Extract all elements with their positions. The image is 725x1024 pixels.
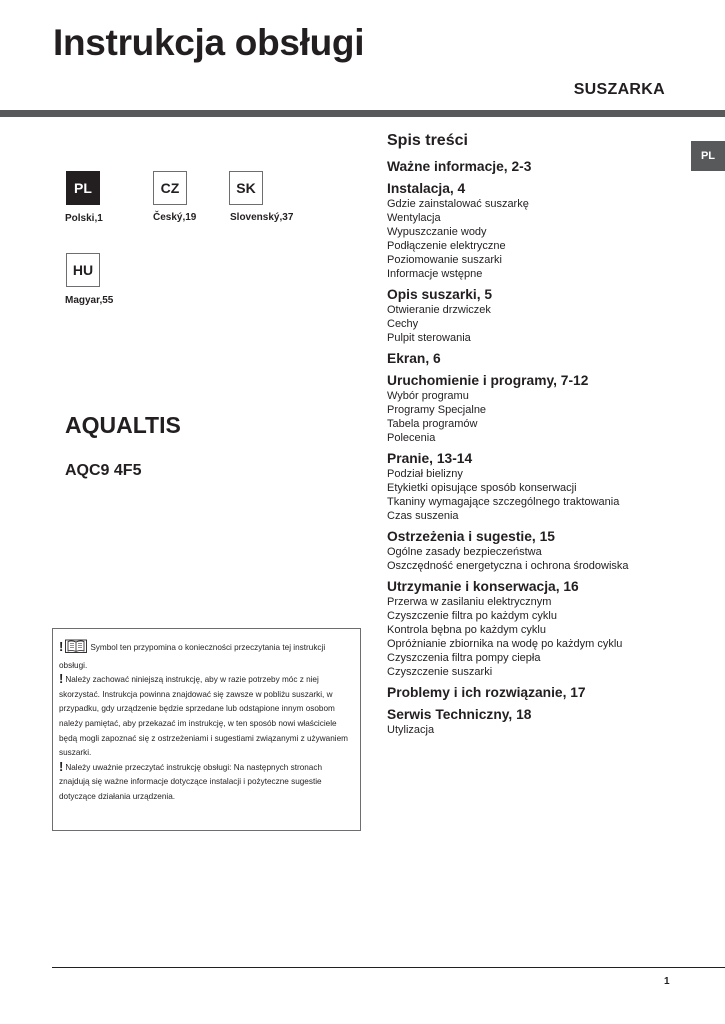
toc-heading[interactable]: Ważne informacje, 2-3 xyxy=(387,159,532,174)
language-label-sk[interactable]: Slovenský,37 xyxy=(230,212,294,223)
toc-section xyxy=(387,158,712,175)
product-brand: AQUALTIS xyxy=(65,412,181,438)
page-number: 1 xyxy=(664,976,670,987)
toc-section xyxy=(387,450,712,523)
toc-item[interactable]: Opróżnianie zbiornika na wodę po każdym cyklu xyxy=(387,638,623,650)
toc-section xyxy=(387,578,712,679)
toc-item[interactable]: Cechy xyxy=(387,318,419,330)
toc-heading[interactable]: Opis suszarki, 5 xyxy=(387,287,493,302)
toc-sections xyxy=(387,158,712,737)
toc-item[interactable]: Informacje wstępne xyxy=(387,268,483,280)
toc-item[interactable]: Polecenia xyxy=(387,432,436,444)
notice-text-2: Należy zachować niniejszą instrukcję, aby w razie potrzeby móc z niej skorzystać. Instrukcja powinna znajdować się zawsze w pobliżu suszarki, w przypadku, gdy urządzenie będzie sprzedane lub odstąpione innym osobom należy pamiętać, aby przekazać im instrukcję, w ten sposób nowi właściciele będą mogli zapoznać się z ostrzeżeniami i sugestiami związanymi z używaniem suszarki. xyxy=(59,675,348,758)
warning-exclamation-icon: ! xyxy=(59,671,64,687)
toc-item[interactable]: Podział bielizny xyxy=(387,468,463,480)
toc-item[interactable]: Czyszczenia filtra pompy ciepła xyxy=(387,652,541,664)
notice-text-3: Należy uważnie przeczytać instrukcję obsługi: Na następnych stronach znajdują się ważne informacje dotyczące instalacji i pożyteczne sugestie dotyczące działania urządzenia. xyxy=(59,762,323,801)
toc-heading[interactable]: Ostrzeżenia i sugestie, 15 xyxy=(387,529,555,544)
language-label-pl[interactable]: Polski,1 xyxy=(65,213,103,224)
notice-text-1: Symbol ten przypomina o konieczności przeczytania tej instrukcji obsługi. xyxy=(59,643,326,670)
language-tile-cz[interactable]: CZ xyxy=(153,171,187,205)
book-icon xyxy=(65,639,87,659)
toc-item[interactable]: Pulpit sterowania xyxy=(387,332,471,344)
toc-heading[interactable]: Instalacja, 4 xyxy=(387,181,466,196)
toc-heading[interactable]: Serwis Techniczny, 18 xyxy=(387,707,532,722)
toc-item[interactable]: Tabela programów xyxy=(387,418,478,430)
toc-item[interactable]: Utylizacja xyxy=(387,724,435,736)
toc-section xyxy=(387,372,712,445)
toc-item[interactable]: Oszczędność energetyczna i ochrona środowiska xyxy=(387,560,629,572)
toc-heading[interactable]: Problemy i ich rozwiązanie, 17 xyxy=(387,685,586,700)
toc-item[interactable]: Poziomowanie suszarki xyxy=(387,254,502,266)
toc-section xyxy=(387,528,712,573)
warning-exclamation-icon: ! xyxy=(59,639,64,654)
toc-item[interactable]: Wentylacja xyxy=(387,212,441,224)
toc-section xyxy=(387,350,712,367)
toc-item[interactable]: Przerwa w zasilaniu elektrycznym xyxy=(387,596,552,608)
toc-item[interactable]: Podłączenie elektryczne xyxy=(387,240,506,252)
toc-heading[interactable]: Pranie, 13-14 xyxy=(387,451,473,466)
toc-item[interactable]: Programy Specjalne xyxy=(387,404,487,416)
page-title: Instrukcja obsługi xyxy=(53,22,365,63)
product-model: AQC9 4F5 xyxy=(65,462,142,479)
toc-section xyxy=(387,286,712,345)
toc-item[interactable]: Tkaniny wymagające szczególnego traktowania xyxy=(387,496,620,508)
toc-item[interactable]: Ogólne zasady bezpieczeństwa xyxy=(387,546,542,558)
table-of-contents xyxy=(387,130,712,742)
current-language-badge: PL xyxy=(691,141,725,171)
toc-heading[interactable]: Uruchomienie i programy, 7-12 xyxy=(387,373,589,388)
language-tile-hu[interactable]: HU xyxy=(66,253,100,287)
toc-item[interactable]: Etykietki opisujące sposób konserwacji xyxy=(387,482,577,494)
toc-item[interactable]: Otwieranie drzwiczek xyxy=(387,304,491,316)
toc-section xyxy=(387,180,712,281)
toc-item[interactable]: Czyszczenie suszarki xyxy=(387,666,493,678)
toc-item[interactable]: Wypuszczanie wody xyxy=(387,226,487,238)
notice-paragraph-2 xyxy=(59,673,354,761)
toc-heading[interactable]: Ekran, 6 xyxy=(387,351,441,366)
toc-item[interactable]: Czas suszenia xyxy=(387,510,459,522)
toc-heading[interactable]: Utrzymanie i konserwacja, 16 xyxy=(387,579,579,594)
toc-title: Spis treści xyxy=(387,132,468,149)
language-label-cz[interactable]: Český,19 xyxy=(153,212,197,223)
product-category: SUSZARKA xyxy=(573,81,665,98)
toc-section xyxy=(387,684,712,701)
header-divider xyxy=(0,110,725,117)
toc-item[interactable]: Wybór programu xyxy=(387,390,469,402)
notice-paragraph-3 xyxy=(59,758,354,805)
notice-paragraph-1 xyxy=(59,639,354,673)
language-tile-sk[interactable]: SK xyxy=(229,171,263,205)
language-label-hu[interactable]: Magyar,55 xyxy=(65,295,114,306)
language-tile-pl[interactable]: PL xyxy=(66,171,100,205)
toc-item[interactable]: Gdzie zainstalować suszarkę xyxy=(387,198,529,210)
footer-divider xyxy=(52,967,725,968)
notice-box xyxy=(52,628,361,831)
toc-item[interactable]: Czyszczenie filtra po każdym cyklu xyxy=(387,610,557,622)
toc-item[interactable]: Kontrola bębna po każdym cyklu xyxy=(387,624,546,636)
toc-section xyxy=(387,706,712,737)
warning-exclamation-icon: ! xyxy=(59,758,64,774)
